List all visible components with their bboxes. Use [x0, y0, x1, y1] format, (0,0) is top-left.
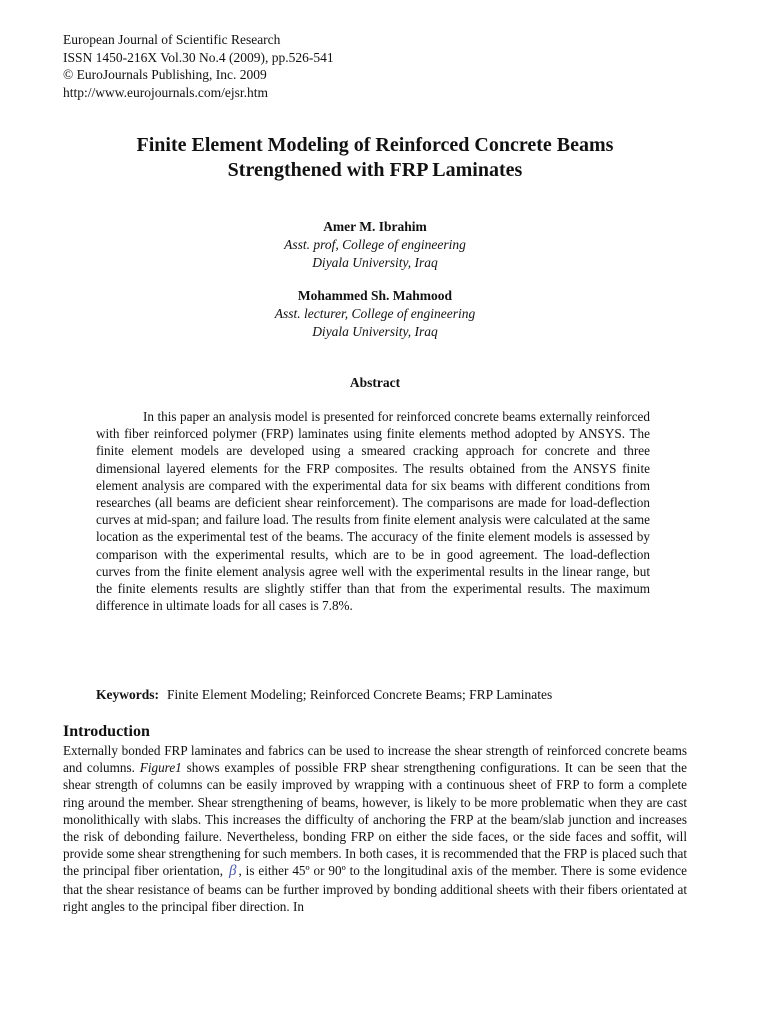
paper-title-line-1: Finite Element Modeling of Reinforced Concrete Beams [136, 134, 614, 156]
author-position: Asst. lecturer, College of engineering [274, 306, 476, 321]
intro-part-3: , is either 45º or 90º to the longitudinal axis of the member. There is some evidence that the shear resistance of beams can be further improved by bonding additional sheets with their fibers orientated at right angles to the principal fiber direction. In [63, 863, 687, 914]
abstract-text: In this paper an analysis model is presented for reinforced concrete beams externally reinforced with fiber reinforced polymer (FRP) laminates using finite elements method adopted by ANSYS. The finite element models are developed using a smeared cracking approach for concrete and three dimensional layered elements for the FRP composites. The results obtained from the ANSYS finite element analysis are compared with the experimental data for six beams with different conditions from researches (all beams are deficient shear reinforcement). The comparisons are made for load-deflection curves at mid-span; and failure load. The results from finite element analysis were calculated at the same location as the experimental test of the beams. The accuracy of the finite element models is assessed by comparison with the experimental results, which are to be in good agreement. The load-deflection curves from the finite element analysis agree well with the experimental results in the linear range, but the finite elements results are slightly stiffer than that from the experimental results. The maximum difference in ultimate loads for all cases is 7.8%. [96, 409, 650, 614]
keywords-label: Keywords: [96, 687, 159, 702]
paper-title [63, 133, 687, 183]
journal-issn: ISSN 1450-216X Vol.30 No.4 (2009), pp.526-541 [63, 49, 334, 65]
author-position: Asst. prof, College of engineering [284, 237, 466, 252]
beta-symbol-icon: β [228, 863, 237, 880]
author-block-2 [63, 287, 687, 341]
section-heading-introduction: Introduction [63, 723, 150, 740]
author-name: Mohammed Sh. Mahmood [297, 288, 453, 303]
paper-title-line-2: Strengthened with FRP Laminates [227, 159, 523, 181]
journal-publisher: © EuroJournals Publishing, Inc. 2009 [63, 67, 267, 82]
author-institution: Diyala University, Iraq [312, 324, 438, 339]
journal-name: European Journal of Scientific Research [63, 32, 281, 47]
introduction-text [63, 742, 687, 915]
abstract-heading: Abstract [349, 375, 401, 390]
figure-reference[interactable]: Figure1 [139, 760, 182, 776]
journal-header [63, 31, 703, 101]
author-block-1 [63, 218, 687, 272]
intro-part-1: Externally bonded FRP laminates and fabrics can be used to increase the shear strength of reinforced concrete beams and columns. [63, 743, 687, 776]
keywords-text: Finite Element Modeling; Reinforced Concrete Beams; FRP Laminates [167, 687, 553, 702]
author-name: Amer M. Ibrahim [323, 219, 427, 234]
journal-url[interactable]: http://www.eurojournals.com/ejsr.htm [63, 84, 268, 100]
author-institution: Diyala University, Iraq [312, 255, 438, 270]
keywords [96, 686, 676, 704]
intro-part-2: shows examples of possible FRP shear strengthening configurations. It can be seen that the shear strength of columns can be easily improved by wrapping with a continuous sheet of FRP to form a complete ring around the member. Shear strengthening of beams, however, is likely to be more problematic when they are cast monolithically with slabs. This increases the difficulty of anchoring the FRP at the beam/slab junction and increases the risk of debonding failure. Nevertheless, bonding FRP on either the side faces, or the side faces and soffit, will provide some shear strengthening for such members. In both cases, it is recommended that the FRP is placed such that the principal fiber orientation, [63, 760, 688, 879]
